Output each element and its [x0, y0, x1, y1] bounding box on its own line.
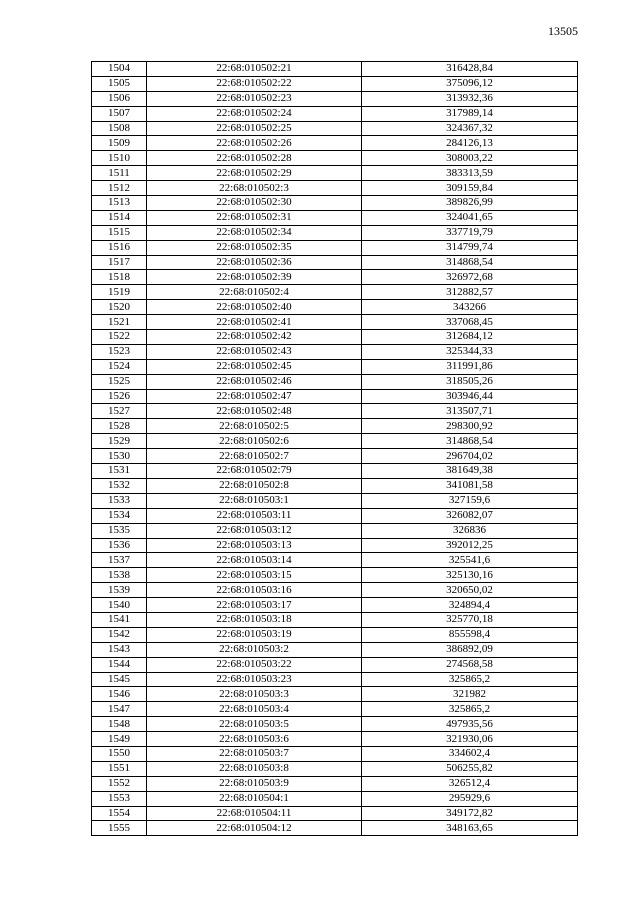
cadastral-value-cell: 296704,02: [362, 449, 578, 464]
cadastral-value-cell: 324041,65: [362, 210, 578, 225]
cadastral-number-cell: 22:68:010503:13: [147, 538, 362, 553]
row-number-cell: 1520: [92, 300, 147, 315]
row-number-cell: 1539: [92, 583, 147, 598]
table-row: [92, 270, 578, 285]
cadastral-value-cell: 325130,16: [362, 568, 578, 583]
row-number-cell: 1524: [92, 359, 147, 374]
cadastral-number-cell: 22:68:010502:36: [147, 255, 362, 270]
cadastral-value-cell: 284126,13: [362, 136, 578, 151]
row-number-cell: 1513: [92, 196, 147, 211]
cadastral-number-cell: 22:68:010502:79: [147, 464, 362, 479]
cadastral-value-cell: 334602,4: [362, 746, 578, 761]
cadastral-number-cell: 22:68:010502:34: [147, 225, 362, 240]
cadastral-number-cell: 22:68:010504:11: [147, 806, 362, 821]
table-row: [92, 732, 578, 747]
row-number-cell: 1507: [92, 106, 147, 121]
table-row: [92, 389, 578, 404]
cadastral-value-cell: 326082,07: [362, 508, 578, 523]
row-number-cell: 1537: [92, 553, 147, 568]
cadastral-value-cell: 381649,38: [362, 464, 578, 479]
cadastral-number-cell: 22:68:010503:17: [147, 598, 362, 613]
table-row: [92, 62, 578, 77]
row-number-cell: 1521: [92, 315, 147, 330]
cadastral-value-cell: 309159,84: [362, 181, 578, 196]
row-number-cell: 1549: [92, 732, 147, 747]
row-number-cell: 1544: [92, 657, 147, 672]
cadastral-value-cell: 314868,54: [362, 255, 578, 270]
row-number-cell: 1525: [92, 374, 147, 389]
table-row: [92, 821, 578, 836]
cadastral-value-cell: 392012,25: [362, 538, 578, 553]
table-row: [92, 181, 578, 196]
row-number-cell: 1510: [92, 151, 147, 166]
cadastral-number-cell: 22:68:010502:21: [147, 62, 362, 77]
cadastral-number-cell: 22:68:010503:7: [147, 746, 362, 761]
cadastral-value-cell: 303946,44: [362, 389, 578, 404]
cadastral-value-cell: 274568,58: [362, 657, 578, 672]
cadastral-number-cell: 22:68:010504:12: [147, 821, 362, 836]
row-number-cell: 1546: [92, 687, 147, 702]
cadastral-number-cell: 22:68:010502:5: [147, 419, 362, 434]
cadastral-value-cell: 326836: [362, 523, 578, 538]
cadastral-value-cell: 386892,09: [362, 642, 578, 657]
cadastral-number-cell: 22:68:010502:23: [147, 91, 362, 106]
cadastral-number-cell: 22:68:010503:18: [147, 612, 362, 627]
row-number-cell: 1541: [92, 612, 147, 627]
row-number-cell: 1553: [92, 791, 147, 806]
cadastral-number-cell: 22:68:010502:25: [147, 121, 362, 136]
cadastral-number-cell: 22:68:010502:22: [147, 76, 362, 91]
row-number-cell: 1542: [92, 627, 147, 642]
row-number-cell: 1540: [92, 598, 147, 613]
table-row: [92, 166, 578, 181]
row-number-cell: 1505: [92, 76, 147, 91]
table-row: [92, 776, 578, 791]
row-number-cell: 1518: [92, 270, 147, 285]
row-number-cell: 1516: [92, 240, 147, 255]
table-row: [92, 449, 578, 464]
row-number-cell: 1515: [92, 225, 147, 240]
cadastral-number-cell: 22:68:010502:48: [147, 404, 362, 419]
cadastral-value-cell: 311991,86: [362, 359, 578, 374]
row-number-cell: 1545: [92, 672, 147, 687]
table-row: [92, 359, 578, 374]
row-number-cell: 1531: [92, 464, 147, 479]
table-row: [92, 478, 578, 493]
table-row: [92, 419, 578, 434]
table-row: [92, 702, 578, 717]
cadastral-value-cell: 343266: [362, 300, 578, 315]
cadastral-value-cell: 312882,57: [362, 285, 578, 300]
cadastral-number-cell: 22:68:010502:40: [147, 300, 362, 315]
cadastral-value-cell: 855598,4: [362, 627, 578, 642]
cadastral-value-cell: 337719,79: [362, 225, 578, 240]
cadastral-number-cell: 22:68:010503:23: [147, 672, 362, 687]
table-body: [92, 62, 578, 836]
cadastral-number-cell: 22:68:010502:4: [147, 285, 362, 300]
table-row: [92, 761, 578, 776]
table-row: [92, 106, 578, 121]
table-row: [92, 791, 578, 806]
row-number-cell: 1514: [92, 210, 147, 225]
cadastral-number-cell: 22:68:010503:11: [147, 508, 362, 523]
row-number-cell: 1532: [92, 478, 147, 493]
table-row: [92, 583, 578, 598]
table-row: [92, 717, 578, 732]
table-row: [92, 493, 578, 508]
cadastral-value-cell: 389826,99: [362, 196, 578, 211]
cadastral-number-cell: 22:68:010503:16: [147, 583, 362, 598]
cadastral-value-cell: 321982: [362, 687, 578, 702]
cadastral-number-cell: 22:68:010502:42: [147, 330, 362, 345]
cadastral-value-cell: 325541,6: [362, 553, 578, 568]
cadastral-number-cell: 22:68:010503:12: [147, 523, 362, 538]
table-row: [92, 210, 578, 225]
cadastral-value-cell: 316428,84: [362, 62, 578, 77]
cadastral-number-cell: 22:68:010502:30: [147, 196, 362, 211]
table-row: [92, 344, 578, 359]
cadastral-value-cell: 298300,92: [362, 419, 578, 434]
cadastral-value-cell: 318505,26: [362, 374, 578, 389]
cadastral-number-cell: 22:68:010503:1: [147, 493, 362, 508]
table-row: [92, 642, 578, 657]
table-row: [92, 91, 578, 106]
row-number-cell: 1536: [92, 538, 147, 553]
table-row: [92, 598, 578, 613]
table-row: [92, 374, 578, 389]
page-number: 13505: [548, 24, 578, 38]
cadastral-value-cell: 375096,12: [362, 76, 578, 91]
row-number-cell: 1529: [92, 434, 147, 449]
table-row: [92, 687, 578, 702]
table-row: [92, 330, 578, 345]
cadastral-value-cell: 314868,54: [362, 434, 578, 449]
row-number-cell: 1508: [92, 121, 147, 136]
table-row: [92, 538, 578, 553]
cadastral-value-cell: 320650,02: [362, 583, 578, 598]
row-number-cell: 1551: [92, 761, 147, 776]
cadastral-value-cell: 383313,59: [362, 166, 578, 181]
row-number-cell: 1543: [92, 642, 147, 657]
cadastral-number-cell: 22:68:010502:24: [147, 106, 362, 121]
cadastral-value-cell: 295929,6: [362, 791, 578, 806]
cadastral-number-cell: 22:68:010503:2: [147, 642, 362, 657]
cadastral-value-cell: 326972,68: [362, 270, 578, 285]
table-row: [92, 136, 578, 151]
cadastral-number-cell: 22:68:010502:35: [147, 240, 362, 255]
cadastral-value-cell: 325344,33: [362, 344, 578, 359]
row-number-cell: 1517: [92, 255, 147, 270]
cadastral-value-cell: 341081,58: [362, 478, 578, 493]
cadastral-number-cell: 22:68:010503:14: [147, 553, 362, 568]
cadastral-number-cell: 22:68:010503:4: [147, 702, 362, 717]
row-number-cell: 1527: [92, 404, 147, 419]
row-number-cell: 1519: [92, 285, 147, 300]
table-row: [92, 746, 578, 761]
table-row: [92, 657, 578, 672]
cadastral-number-cell: 22:68:010503:6: [147, 732, 362, 747]
table-row: [92, 240, 578, 255]
cadastral-value-cell: 308003,22: [362, 151, 578, 166]
cadastral-number-cell: 22:68:010502:29: [147, 166, 362, 181]
cadastral-value-cell: 337068,45: [362, 315, 578, 330]
row-number-cell: 1526: [92, 389, 147, 404]
table-row: [92, 568, 578, 583]
table-row: [92, 196, 578, 211]
row-number-cell: 1534: [92, 508, 147, 523]
cadastral-value-cell: 327159,6: [362, 493, 578, 508]
cadastral-value-table: [91, 61, 578, 836]
table-row: [92, 464, 578, 479]
row-number-cell: 1555: [92, 821, 147, 836]
cadastral-number-cell: 22:68:010502:26: [147, 136, 362, 151]
cadastral-value-cell: 325770,18: [362, 612, 578, 627]
table-row: [92, 121, 578, 136]
row-number-cell: 1504: [92, 62, 147, 77]
table-row: [92, 151, 578, 166]
cadastral-number-cell: 22:68:010502:46: [147, 374, 362, 389]
cadastral-value-cell: 313507,71: [362, 404, 578, 419]
table-row: [92, 225, 578, 240]
table-row: [92, 553, 578, 568]
table-row: [92, 76, 578, 91]
table-row: [92, 285, 578, 300]
cadastral-number-cell: 22:68:010504:1: [147, 791, 362, 806]
cadastral-number-cell: 22:68:010502:39: [147, 270, 362, 285]
cadastral-value-cell: 325865,2: [362, 702, 578, 717]
row-number-cell: 1552: [92, 776, 147, 791]
table-row: [92, 508, 578, 523]
row-number-cell: 1550: [92, 746, 147, 761]
row-number-cell: 1554: [92, 806, 147, 821]
cadastral-number-cell: 22:68:010503:15: [147, 568, 362, 583]
cadastral-number-cell: 22:68:010502:41: [147, 315, 362, 330]
cadastral-value-cell: 506255,82: [362, 761, 578, 776]
table-row: [92, 315, 578, 330]
cadastral-value-cell: 321930,06: [362, 732, 578, 747]
row-number-cell: 1547: [92, 702, 147, 717]
cadastral-number-cell: 22:68:010503:22: [147, 657, 362, 672]
cadastral-number-cell: 22:68:010502:45: [147, 359, 362, 374]
cadastral-number-cell: 22:68:010502:7: [147, 449, 362, 464]
row-number-cell: 1511: [92, 166, 147, 181]
row-number-cell: 1535: [92, 523, 147, 538]
table-row: [92, 434, 578, 449]
row-number-cell: 1548: [92, 717, 147, 732]
cadastral-number-cell: 22:68:010503:3: [147, 687, 362, 702]
row-number-cell: 1512: [92, 181, 147, 196]
row-number-cell: 1530: [92, 449, 147, 464]
cadastral-number-cell: 22:68:010502:47: [147, 389, 362, 404]
cadastral-number-cell: 22:68:010502:3: [147, 181, 362, 196]
cadastral-value-cell: 325865,2: [362, 672, 578, 687]
cadastral-number-cell: 22:68:010502:31: [147, 210, 362, 225]
table-row: [92, 672, 578, 687]
cadastral-value-cell: 312684,12: [362, 330, 578, 345]
cadastral-value-cell: 326512,4: [362, 776, 578, 791]
table-row: [92, 404, 578, 419]
table-row: [92, 806, 578, 821]
cadastral-number-cell: 22:68:010502:8: [147, 478, 362, 493]
row-number-cell: 1522: [92, 330, 147, 345]
cadastral-number-cell: 22:68:010502:43: [147, 344, 362, 359]
cadastral-value-cell: 348163,65: [362, 821, 578, 836]
row-number-cell: 1528: [92, 419, 147, 434]
table-row: [92, 255, 578, 270]
row-number-cell: 1506: [92, 91, 147, 106]
cadastral-value-cell: 497935,56: [362, 717, 578, 732]
cadastral-value-cell: 324367,32: [362, 121, 578, 136]
cadastral-value-cell: 313932,36: [362, 91, 578, 106]
table-row: [92, 627, 578, 642]
cadastral-number-cell: 22:68:010502:6: [147, 434, 362, 449]
table-row: [92, 612, 578, 627]
row-number-cell: 1523: [92, 344, 147, 359]
cadastral-value-cell: 324894,4: [362, 598, 578, 613]
row-number-cell: 1538: [92, 568, 147, 583]
table-row: [92, 523, 578, 538]
table-row: [92, 300, 578, 315]
row-number-cell: 1533: [92, 493, 147, 508]
cadastral-number-cell: 22:68:010503:19: [147, 627, 362, 642]
cadastral-number-cell: 22:68:010503:8: [147, 761, 362, 776]
row-number-cell: 1509: [92, 136, 147, 151]
cadastral-number-cell: 22:68:010503:9: [147, 776, 362, 791]
cadastral-number-cell: 22:68:010502:28: [147, 151, 362, 166]
cadastral-value-cell: 317989,14: [362, 106, 578, 121]
cadastral-number-cell: 22:68:010503:5: [147, 717, 362, 732]
cadastral-value-cell: 314799,74: [362, 240, 578, 255]
cadastral-value-cell: 349172,82: [362, 806, 578, 821]
